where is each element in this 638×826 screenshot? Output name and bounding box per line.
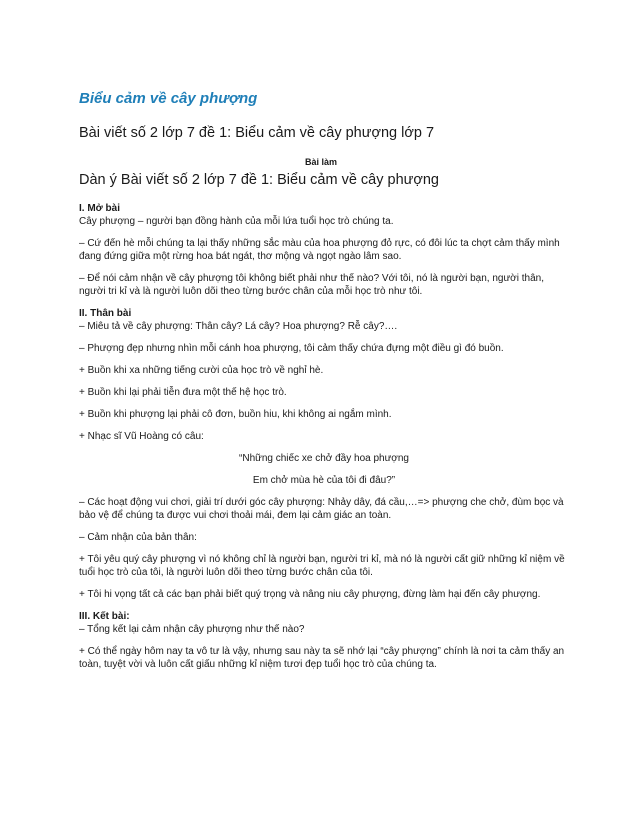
paragraph: – Các hoạt động vui chơi, giải trí dưới góc cây phượng: Nhảy dây, đá cầu,…=> phượng che chở, đùm bọc và bảo vệ để chúng ta được vui chơi thoải mái, đem lại cảm giác an toàn.	[79, 497, 564, 521]
than-bai-heading: II. Thân bài	[79, 308, 132, 319]
document-subtitle: Bài viết số 2 lớp 7 đề 1: Biểu cảm về cây phượng lớp 7	[79, 125, 435, 141]
paragraph: Cây phượng – người bạn đồng hành của mỗi lứa tuổi học trò chúng ta.	[79, 216, 394, 227]
paragraph: + Buồn khi phượng lại phải cô đơn, buồn hiu, khi không ai ngắm mình.	[79, 409, 392, 420]
paragraph: + Nhạc sĩ Vũ Hoàng có câu:	[79, 431, 204, 442]
quote-line: Em chở mùa hè của tôi đi đâu?”	[252, 475, 396, 486]
paragraph: – Để nói cảm nhận về cây phượng tôi không biết phải như thế nào? Với tôi, nó là người bạn, người thân, người tri kỉ và là người luôn dõi theo từng bước chân của mỗi học trò như tôi.	[79, 273, 544, 297]
paragraph: – Cảm nhận của bản thân:	[79, 532, 197, 543]
paragraph: + Buồn khi xa những tiếng cười của học trò về nghỉ hè.	[79, 365, 324, 376]
paragraph: + Buồn khi lại phải tiễn đưa một thế hệ học trò.	[79, 387, 287, 398]
paragraph: – Phượng đẹp nhưng nhìn mỗi cánh hoa phượng, tôi cảm thấy chứa đựng một điều gì đó buồn.	[79, 343, 504, 354]
ket-bai-heading: III. Kết bài:	[79, 611, 130, 622]
paragraph: – Miêu tả về cây phượng: Thân cây? Lá cây? Hoa phượng? Rễ cây?….	[79, 321, 398, 332]
paragraph: – Tổng kết lại cảm nhận cây phượng như thế nào?	[79, 624, 305, 635]
mo-bai-heading: I. Mở bài	[79, 203, 121, 214]
bai-lam-label: Bài làm	[305, 157, 338, 167]
paragraph: + Tôi yêu quý cây phượng vì nó không chỉ là người bạn, người tri kỉ, mà nó là người cất giữ những kỉ niệm về tuổi học trò của tôi, là người luôn dõi theo từng bước chân của tôi.	[79, 554, 565, 578]
document-body	[79, 202, 569, 671]
paragraph: + Có thể ngày hôm nay ta vô tư là vậy, nhưng sau này ta sẽ nhớ lại “cây phượng” chính là nơi ta cảm thấy an toàn, tuyệt vời và luôn cất giấu những kỉ niệm tươi đẹp tuổi học trò của chúng ta.	[79, 646, 565, 670]
paragraph: + Tôi hi vọng tất cả các bạn phải biết quý trọng và nâng niu cây phượng, đừng làm hại đến cây phượng.	[79, 589, 541, 600]
quote-line: “Những chiếc xe chở đầy hoa phượng	[239, 453, 409, 464]
paragraph: – Cứ đến hè mỗi chúng ta lại thấy những sắc màu của hoa phượng đỏ rực, có đôi lúc ta chợt cảm thấy mình đang đứng giữa một rừng hoa bát ngát, thơ mộng và ngọt ngào lâm sao.	[79, 238, 560, 262]
outline-title: Dàn ý Bài viết số 2 lớp 7 đề 1: Biểu cảm về cây phượng	[79, 172, 439, 188]
document-title: Biểu cảm về cây phượng	[79, 90, 258, 107]
